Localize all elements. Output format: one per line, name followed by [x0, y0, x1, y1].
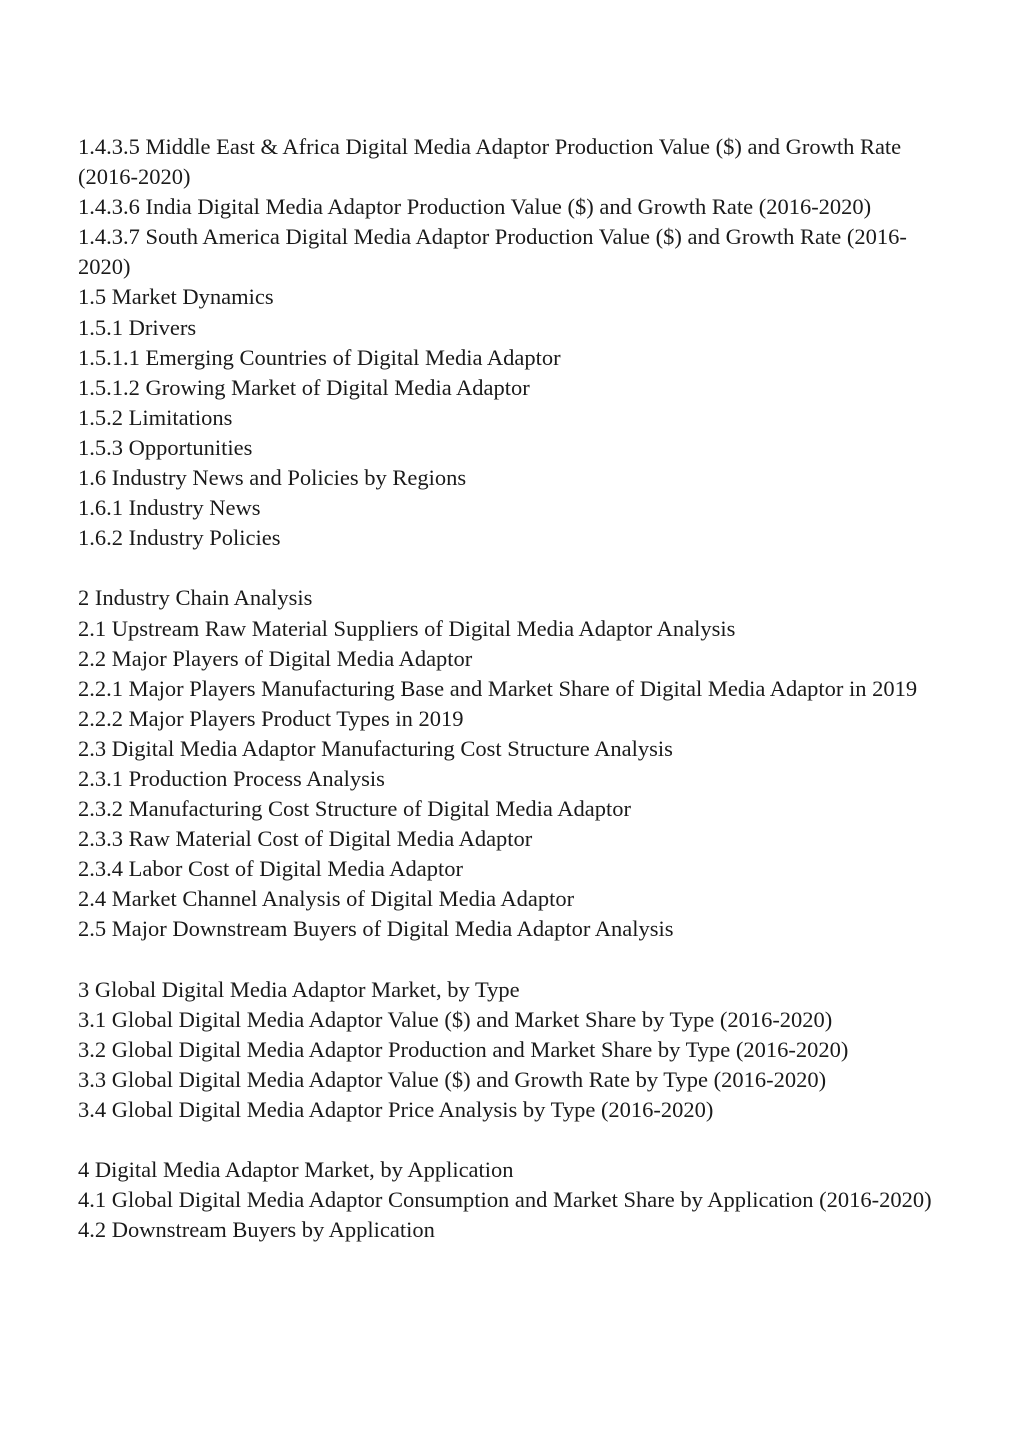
toc-entry: 1.4.3.7 South America Digital Media Adaptor Production Value ($) and Growth Rate (2016-2020) — [78, 224, 907, 280]
toc-entry: 2.2 Major Players of Digital Media Adaptor — [78, 645, 473, 671]
toc-section-1-continued — [78, 132, 940, 553]
toc-entry: 3.4 Global Digital Media Adaptor Price Analysis by Type (2016-2020) — [78, 1097, 714, 1122]
toc-entry: 1.4.3.5 Middle East & Africa Digital Media Adaptor Production Value ($) and Growth Rate (2016-2020) — [78, 134, 902, 190]
toc-entry: 4.2 Downstream Buyers by Application — [78, 1217, 435, 1243]
toc-heading: 2 Industry Chain Analysis — [78, 585, 313, 611]
table-of-contents — [78, 132, 940, 1245]
toc-entry: 3.3 Global Digital Media Adaptor Value ($) and Growth Rate by Type (2016-2020) — [78, 1066, 827, 1092]
toc-section-4 — [78, 1155, 940, 1245]
toc-entry: 1.5.2 Limitations — [78, 404, 233, 430]
toc-entry: 1.6.1 Industry News — [78, 495, 261, 521]
toc-heading: 3 Global Digital Media Adaptor Market, by Type — [78, 976, 520, 1002]
toc-entry: 1.6 Industry News and Policies by Regions — [78, 465, 467, 491]
toc-entry: 2.3.1 Production Process Analysis — [78, 765, 385, 791]
toc-entry: 2.1 Upstream Raw Material Suppliers of Digital Media Adaptor Analysis — [78, 615, 736, 641]
toc-entry: 3.2 Global Digital Media Adaptor Production and Market Share by Type (2016-2020) — [78, 1036, 849, 1062]
toc-entry: 1.5.3 Opportunities — [78, 434, 253, 460]
toc-entry: 2.3.3 Raw Material Cost of Digital Media Adaptor — [78, 826, 533, 852]
toc-entry: 2.3.2 Manufacturing Cost Structure of Digital Media Adaptor — [78, 796, 632, 822]
toc-entry: 4.1 Global Digital Media Adaptor Consumption and Market Share by Application (2016-2020) — [78, 1187, 932, 1213]
toc-entry: 1.6.2 Industry Policies — [78, 525, 281, 551]
toc-heading: 4 Digital Media Adaptor Market, by Application — [78, 1157, 514, 1183]
section-spacer — [78, 553, 940, 583]
toc-entry: 1.5 Market Dynamics — [78, 284, 274, 310]
toc-entry: 2.3.4 Labor Cost of Digital Media Adaptor — [78, 856, 463, 882]
toc-entry: 1.5.1 Drivers — [78, 314, 197, 340]
toc-entry: 2.2.2 Major Players Product Types in 2019 — [78, 705, 464, 731]
toc-entry: 2.2.1 Major Players Manufacturing Base and Market Share of Digital Media Adaptor in 2019 — [78, 675, 918, 701]
toc-entry: 2.3 Digital Media Adaptor Manufacturing Cost Structure Analysis — [78, 735, 673, 761]
section-spacer — [78, 945, 940, 975]
toc-entry: 2.5 Major Downstream Buyers of Digital Media Adaptor Analysis — [78, 916, 674, 942]
toc-entry: 1.4.3.6 India Digital Media Adaptor Production Value ($) and Growth Rate (2016-2020) — [78, 194, 872, 220]
toc-entry: 1.5.1.2 Growing Market of Digital Media Adaptor — [78, 374, 530, 400]
toc-entry: 3.1 Global Digital Media Adaptor Value ($) and Market Share by Type (2016-2020) — [78, 1006, 833, 1032]
section-spacer — [78, 1125, 940, 1155]
toc-entry: 2.4 Market Channel Analysis of Digital Media Adaptor — [78, 886, 575, 912]
toc-entry: 1.5.1.1 Emerging Countries of Digital Media Adaptor — [78, 344, 561, 370]
toc-section-3 — [78, 975, 940, 1125]
toc-section-2 — [78, 583, 940, 944]
